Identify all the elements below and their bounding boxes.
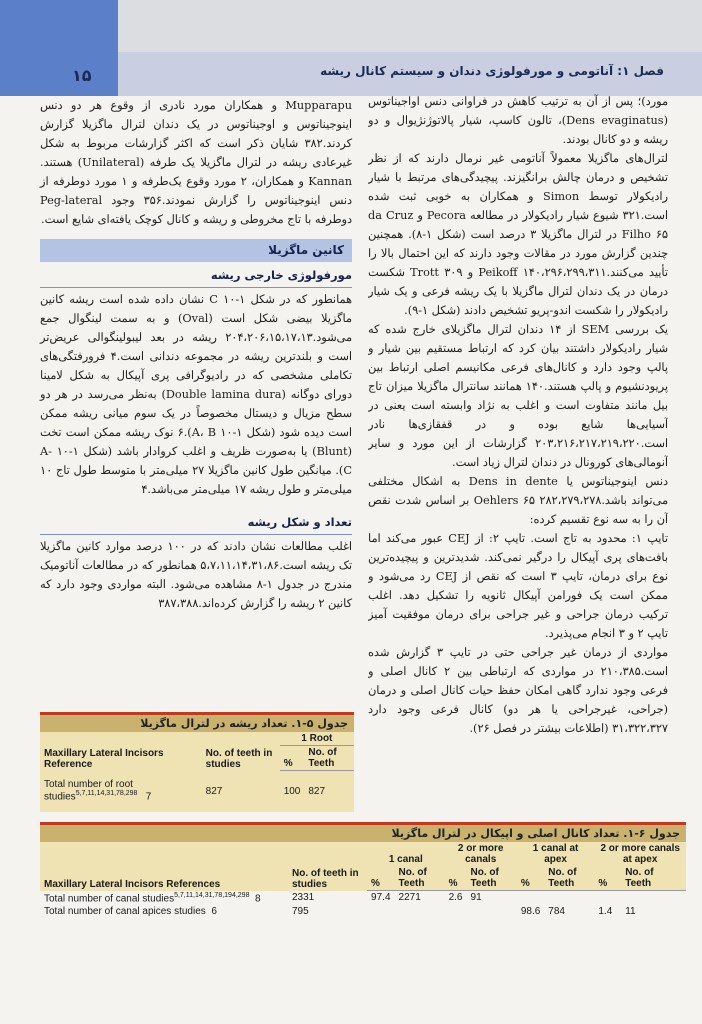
column-group-header: 2 or more canals [457,843,504,865]
left-column [40,96,352,613]
paragraph: یک بررسی SEM از ۱۴ دندان لترال ماگزیلای خارج شده که شیار رادیکولار داشتند بیان کرد که ارتباط مستقیم بین شیار و پالپ وجود دارد و کانال‌های فرعی مکانیسم اصلی ارتباط بین پریودنشیوم و پالپ هستند.۱۴۰ همانند سانترال ماگزیلا میزان تاج بیل مانند متفاوت است و اغلب به نژاد وابسته است یعنی در آسیایی‌ها شایع بوده و در قفقازی‌ها نادر است.۲۰۳،۲۱۶،۲۱۷،۲۱۹،۲۲۰ گزارشات از این مورد و سایر آنومالی‌های کورونال در دندان لترال زیاد است. [368,323,668,469]
paragraph: دنس اینوجیناتوس یا Dens in dente به اشکال مختلفی می‌تواند باشد.۲۸۲،۲۷۹،۲۷۸ Oehlers ۶۵ بر اساس شدت نقص آن را به سه نوع تقسیم کرده: [368,475,668,526]
table-6 [40,822,686,918]
chapter-title: فصل ۱: آناتومی و مورفولوژی دندان و سیستم کانال ریشه [320,64,664,78]
table-5 [40,712,354,812]
paragraph: تایپ ۱: محدود به تاج است. تایپ ۲: از CEJ عبور می‌کند اما بافت‌های پری آپیکال را درگیر نمی‌کند. شدیدترین و پیچیده‌ترین نوع برای درمان، تایپ ۳ است که نقص از CEJ رد می‌شود و ممکن است یک فورامن آپیکال ثانویه را تشکیل دهد. اغلب ترکیب درمان جراحی و غیر جراحی برای درمان موفقیت آمیز تایپ ۲ و ۳ انجام می‌پذیرد. [368,532,668,640]
column-header: % [594,866,621,891]
table-cell [445,905,467,918]
paragraph: همانطور که در شکل ۱-۱۰ C نشان داده شده است ریشه کانین ماگزیلا بیضی شکل است (Oval) و به سمت لینگوال جمع می‌شود.۲۰۴،۲۰۶،۱۵،۱۷،۱۳ ریشه در بعد لیبولینگوالی عریض‌تر است و بلندترین ریشه در مجموعه دندانی است.۴ فرورفتگی‌های تکاملی مشخصی که در رادیوگرافی پری آپیکال به شکل لامینا دورای دوگانه (Double lamina dura) به‌نظر می‌رسد در هر دو سطح مزیال و دیستال مخصوصاً در یک سوم میانی ریشه ممکن است دیده شود (شکل ۱-۱۰ A، B).۶ نوک ریشه ممکن است تخت (Blunt) یا به‌صورت ظریف و اغلب کروادار باشد (شکل ۱-۱۰ A-C). میانگین طول کانین ماگزیلا ۲۷ میلی‌متر با متوسط طول تاج ۱۰ میلی‌متر و طول ریشه ۱۷ میلی‌متر می‌باشد.۴ [40,293,353,496]
paragraph: لترال‌های ماگزیلا معمولاً آناتومی غیر نرمال دارند که از نظر تشخیص و درمان چالش برانگیزند. پیچیدگی‌های مرتبط با شیار رادیکولار توسط Simon و همکاران به خوبی ثبت شده است.۳۲۱ شیوع شیار رادیکولار در مطالعه Pecora و da Cruz Filho ۶۵ در لترال ماگزیلا ۳ درصد است (شکل ۱-۸). همچنین چندین گزارش مورد در مقالات وجود دارند که این احتمال بالا را تأیید می‌کنند.۱۴۰،۲۹۶،۲۹۹،۳۱۱ Peikoff و Trott ۳۰۹ شکست درمان در یک دندان لترال ماگزیلا با یک ریشه فرعی و یک شیار رادیکولار را شکست اندو-پریو تشخیص دادند (شکل ۱-۹). [368,152,668,317]
table-cell: 11 [625,905,636,917]
column-group-header: 2 or more canals at apex [600,843,680,865]
column-header: Maxillary Lateral Incisors Reference [44,747,164,770]
column-header: % [445,866,467,891]
subsection-heading: مورفولوژی خارجی ریشه [40,266,352,288]
table-cell: 784 [548,905,565,917]
paragraph: مورد)؛ پس از آن به ترتیب کاهش در فراوانی دنس اواجیناتوس (Dens evaginatus)، تالون کاسپ، شیار پالاتوژنژیوال و دو ریشه و دو کانال بودند. [368,95,668,146]
table-cell: 98.6 [520,905,541,917]
column-header: No. of Teeth [621,866,686,891]
section-heading: کانین ماگزیلا [40,239,352,262]
table-cell: 795 [292,905,309,917]
table-cell: 827 [205,785,223,797]
column-header: No. of teeth in studies [205,747,273,770]
table-cell [517,891,544,905]
subsection-heading: تعداد و شکل ریشه [40,513,352,535]
column-header: No. of Teeth [304,746,354,771]
table-cell: 2331 [292,892,315,904]
column-group-header: 1 canal at apex [532,843,579,865]
table-cell [544,891,594,905]
reference-numbers: 5,7,11,14,31,78,298 [75,789,138,797]
table-cell: 2271 [398,892,421,904]
table-cell: 97.4 [371,892,391,904]
study-count: 8 [255,892,261,904]
row-label: Total number of root studies [44,778,133,802]
column-header: No. of Teeth [467,866,517,891]
table-cell: 91 [470,892,482,904]
table-cell: 2.6 [448,892,463,904]
reference-numbers: 5,7,11,14,31,78,194,298 [174,891,250,899]
row-label: Total number of canal apices studies [44,905,206,917]
table-5-grid [40,732,354,812]
table-cell [367,905,394,918]
column-header: % [280,746,305,771]
study-count: 7 [145,790,152,802]
page-number: ۱۵ [72,66,92,85]
chapter-tab [0,0,118,96]
table-cell: 827 [308,785,326,797]
row-label: Total number of canal studies [44,892,175,904]
paragraph: Mupparapu و همکاران مورد نادری از وقوع هر دو دنس اینوجیناتوس و اوجیناتوس در یک دندان لترال ماگزیلا گزارش کردند.۳۸۲ شایان ذکر است که اکثر گزارشات مربوط به شکل غیرعادی ریشه در لترال ماگزیلا یک طرفه (Unilateral) هستند. Kannan و همکاران، ۲ مورد وقوع یک‌طرفه و ۱ مورد دوطرفه از دنس اینوجیناتوس را گزارش نمودند.۳۵۶ وجود Peg-lateral دوطرفه با تاج مخروطی و ریشه و کانال کوچک یافته‌ای شایع است. [40,99,353,226]
table-row [40,771,354,812]
paragraph: مواردی از درمان غیر جراحی حتی در تایپ ۳ گزارش شده است.۲۱۰،۳۸۵ در مواردی که ارتباطی بین ۲ کانال اصلی و فرعی وجود ندارد گاهی امکان حفظ حیات کانال اصلی و درمان (جراحی، غیرجراحی یا هر دو) کانال فرعی وجود دارد ۳۱،۳۲۲،۳۲۷ (اطلاعات بیشتر در فصل ۲۶). [368,646,668,735]
column-header: No. of teeth in studies [292,867,359,890]
table-6-grid [40,842,686,918]
table-title: جدول ۶-۱. تعداد کانال اصلی و اپیکال در لترال ماگزیلا [40,825,686,842]
column-header: No. of Teeth [395,866,445,891]
paragraph: اغلب مطالعات نشان دادند که در ۱۰۰ درصد موارد کانین ماگزیلا تک ریشه است.۵،۷،۱۱،۱۴،۳۱،۸۶ همانطور که در مطالعات آناتومیک مندرج در جدول ۱-۸ مشاهده می‌شود. البته مواردی وجود دارد که کانین ۲ ریشه را گزارش کرده‌اند.۳۸۷،۳۸۸ [40,540,352,610]
table-cell [467,905,517,918]
table-cell: 100 [283,785,301,797]
table-row [40,891,686,905]
table-cell: 1.4 [598,905,613,917]
table-cell [621,891,686,905]
column-header: % [517,866,544,891]
table-cell [594,891,621,905]
column-header: Maxillary Lateral Incisors References [44,878,221,890]
table-title: جدول ۵-۱. تعداد ریشه در لترال ماگزیلا [40,715,354,732]
column-group-header: 1 Root [280,732,354,746]
column-header: No. of Teeth [544,866,594,891]
table-cell [395,905,445,918]
table-row [40,905,686,918]
right-column [368,92,668,812]
column-header: % [367,866,394,891]
column-group-header: 1 canal [388,854,423,865]
study-count: 6 [211,905,217,917]
